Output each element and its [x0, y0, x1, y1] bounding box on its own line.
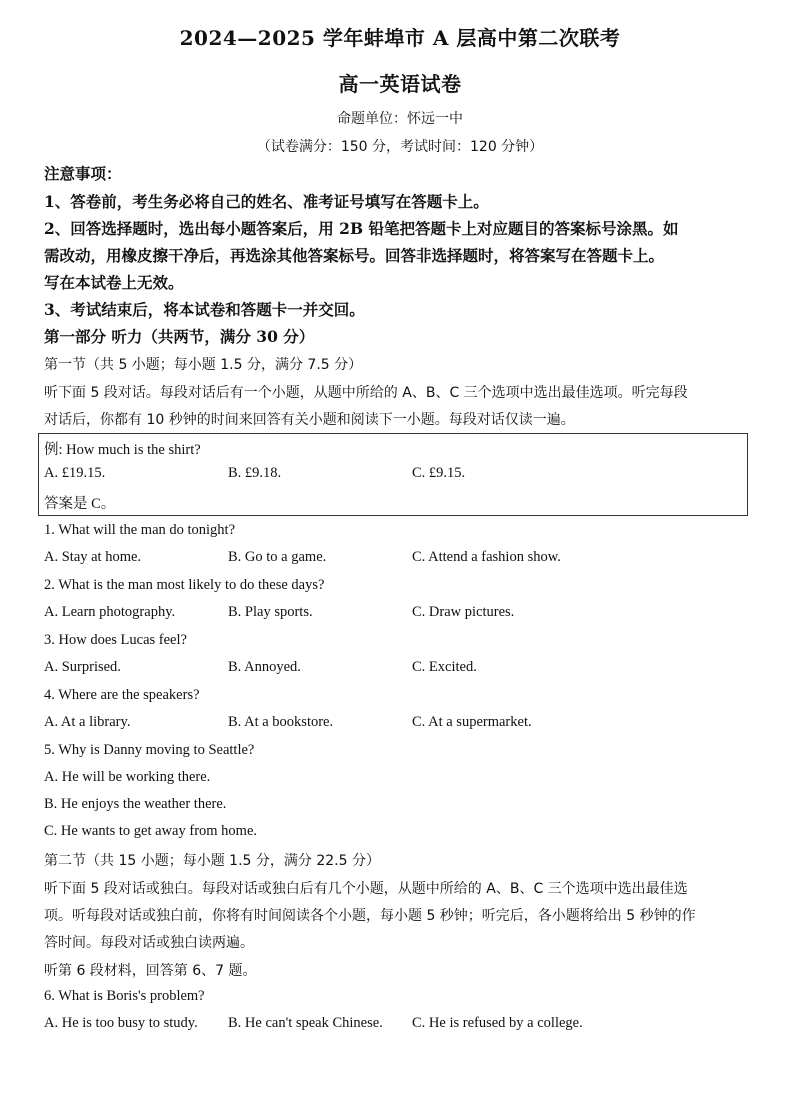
example-option-c: C. £9.15. [412, 465, 466, 481]
example-option-a: A. £19.15. [44, 465, 106, 481]
question-1-stem: 1. What will the man do tonight? [44, 522, 236, 538]
section2-heading: 第二节（共 15 小题；每小题 1.5 分，满分 22.5 分） [44, 853, 380, 869]
section1-instruction-line-1: 听下面 5 段对话。每段对话后有一个小题，从题中所给的 A、B、C 三个选项中选出最佳选项。听完每段 [44, 385, 688, 401]
question-3-stem: 3. How does Lucas feel? [44, 632, 187, 648]
question-4-option-a: A. At a library. [44, 714, 131, 730]
part1-heading: 第一部分 听力（共两节，满分 30 分） [44, 327, 315, 346]
question-4-option-b: B. At a bookstore. [228, 714, 334, 730]
note-item-1: 1、答卷前，考生务必将自己的姓名、准考证号填写在答题卡上。 [44, 192, 489, 211]
example-question: 例: How much is the shirt? [44, 442, 201, 458]
question-1-option-c: C. Attend a fashion show. [412, 549, 561, 565]
question-6-option-a: A. He is too busy to study. [44, 1015, 198, 1031]
question-1-option-b: B. Go to a game. [228, 549, 327, 565]
section1-instruction-line-2: 对话后，你都有 10 秒钟的时间来回答有关小题和阅读下一小题。每段对话仅读一遍。 [44, 412, 575, 428]
notes-heading: 注意事项： [44, 164, 122, 183]
question-2-option-c: C. Draw pictures. [412, 604, 515, 620]
paper-subtitle: 高一英语试卷 [338, 72, 462, 96]
setter-unit: 命题单位：怀远一中 [337, 111, 463, 127]
question-6-stem: 6. What is Boris's problem? [44, 988, 205, 1004]
question-4-option-c: C. At a supermarket. [412, 714, 532, 730]
question-5-option-b: B. He enjoys the weather there. [44, 796, 227, 812]
question-3-option-b: B. Annoyed. [228, 659, 301, 675]
question-2-option-b: B. Play sports. [228, 604, 313, 620]
note-item-2-line-3: 写在本试卷上无效。 [44, 273, 184, 292]
example-option-b: B. £9.18. [228, 465, 282, 481]
question-5-option-c: C. He wants to get away from home. [44, 823, 258, 839]
question-4-stem: 4. Where are the speakers? [44, 687, 200, 703]
section1-heading: 第一节（共 5 小题；每小题 1.5 分，满分 7.5 分） [44, 357, 363, 373]
question-1-option-a: A. Stay at home. [44, 549, 142, 565]
section2-instruction-line-3: 答时间。每段对话或独白读两遍。 [44, 935, 254, 951]
question-2-stem: 2. What is the man most likely to do these days? [44, 577, 325, 593]
example-answer: 答案是 C。 [44, 496, 116, 512]
section2-instruction-line-1: 听下面 5 段对话或独白。每段对话或独白后有几个小题，从题中所给的 A、B、C 三个选项中选出最佳选 [44, 881, 688, 897]
question-6-option-c: C. He is refused by a college. [412, 1015, 583, 1031]
exam-title: 2024—2025 学年蚌埠市 A 层高中第二次联考 [179, 26, 621, 50]
material-6-heading: 听第 6 段材料，回答第 6、7 题。 [44, 963, 257, 979]
question-3-option-a: A. Surprised. [44, 659, 121, 675]
question-5-option-a: A. He will be working there. [44, 769, 211, 785]
note-item-3: 3、考试结束后，将本试卷和答题卡一并交回。 [44, 300, 365, 319]
exam-info: （试卷满分：150 分，考试时间：120 分钟） [256, 139, 544, 155]
note-item-2-line-2: 需改动，用橡皮擦干净后，再选涂其他答案标号。回答非选择题时，将答案写在答题卡上。 [44, 246, 665, 265]
section2-instruction-line-2: 项。听每段对话或独白前，你将有时间阅读各个小题，每小题 5 秒钟；听完后，各小题将给出 5 秒钟的作 [44, 908, 696, 924]
question-6-option-b: B. He can't speak Chinese. [228, 1015, 383, 1031]
question-5-stem: 5. Why is Danny moving to Seattle? [44, 742, 255, 758]
note-item-2-line-1: 2、回答选择题时，选出每小题答案后，用 2B 铅笔把答题卡上对应题目的答案标号涂黑。如 [44, 219, 679, 238]
question-3-option-c: C. Excited. [412, 659, 477, 675]
question-2-option-a: A. Learn photography. [44, 604, 176, 620]
